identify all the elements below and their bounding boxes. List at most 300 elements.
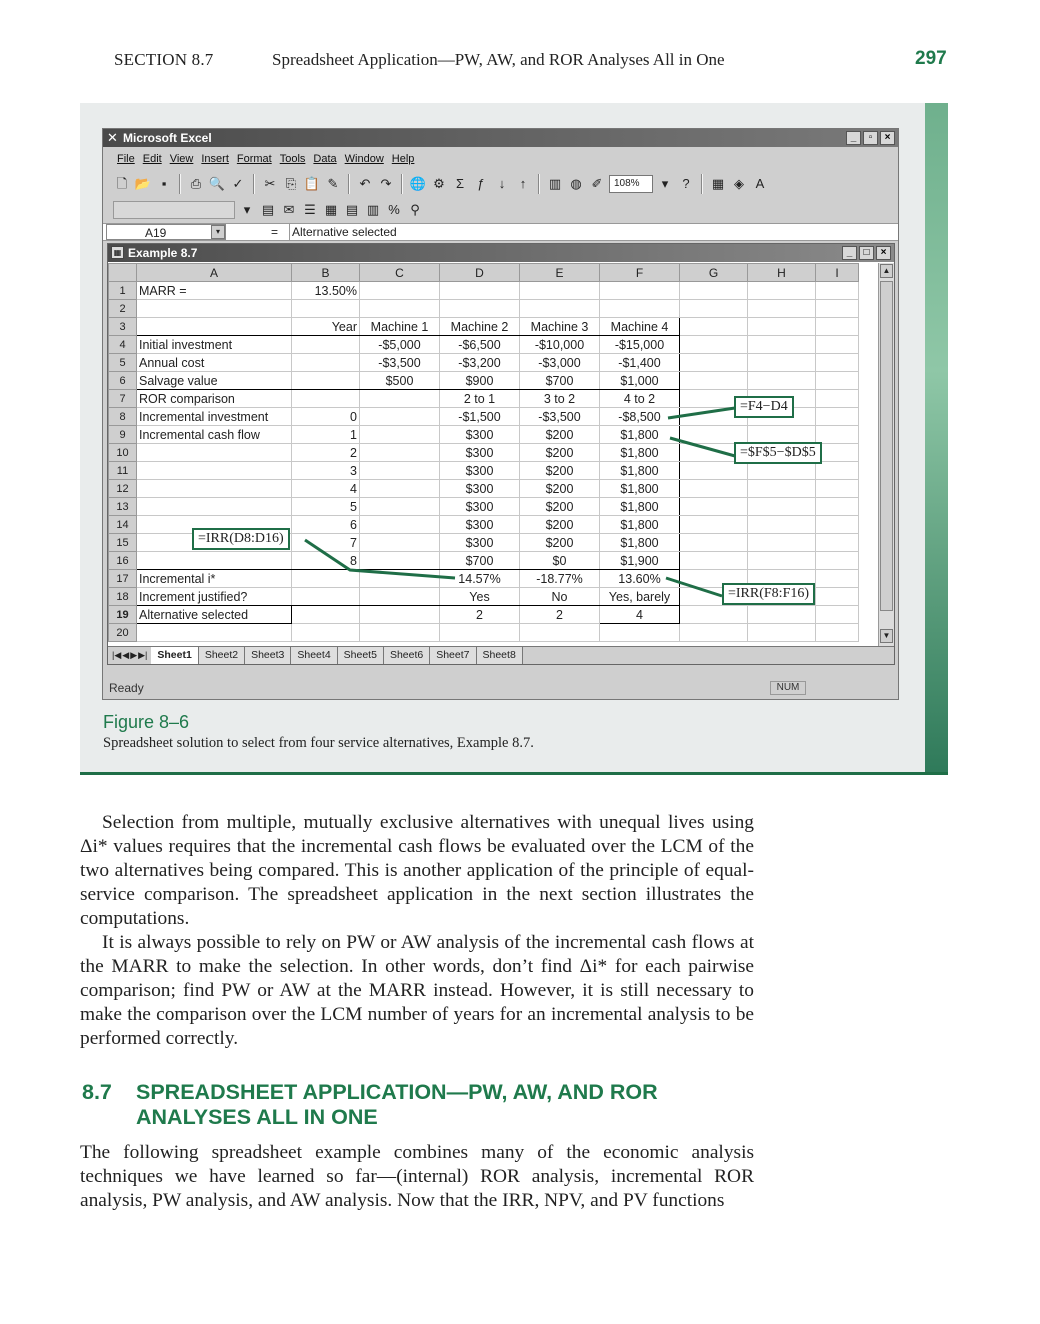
cell-b[interactable]: 1 bbox=[292, 426, 360, 444]
empty-cell[interactable] bbox=[748, 480, 816, 498]
map-icon[interactable]: ◍ bbox=[570, 176, 582, 191]
cell-f[interactable]: Machine 4 bbox=[600, 318, 680, 336]
row-header[interactable]: 18 bbox=[109, 588, 137, 606]
cell-f[interactable] bbox=[600, 300, 680, 318]
tab-sheet5[interactable]: Sheet5 bbox=[338, 647, 384, 664]
cell-c[interactable]: -$3,500 bbox=[360, 354, 440, 372]
cell-e[interactable] bbox=[520, 624, 600, 642]
cell-d[interactable]: $300 bbox=[440, 516, 520, 534]
cell-b[interactable] bbox=[292, 588, 360, 606]
zoom-select[interactable]: 108% bbox=[609, 175, 653, 193]
cell-b[interactable]: 13.50% bbox=[292, 282, 360, 300]
column-header[interactable]: B bbox=[292, 264, 360, 282]
cell-c[interactable]: -$5,000 bbox=[360, 336, 440, 354]
row-header[interactable]: 17 bbox=[109, 570, 137, 588]
cell-d[interactable]: 2 to 1 bbox=[440, 390, 520, 408]
cell-d[interactable]: 2 bbox=[440, 606, 520, 624]
body-paragraph-2 bbox=[80, 931, 754, 1051]
cell-c[interactable] bbox=[360, 390, 440, 408]
running-title: Spreadsheet Application—PW, AW, and ROR Analyses All in One bbox=[272, 50, 725, 69]
toolbar-separator bbox=[253, 174, 255, 194]
cell-c[interactable] bbox=[360, 552, 440, 570]
menu-insert[interactable]: Insert bbox=[201, 153, 229, 165]
cell-c[interactable] bbox=[360, 588, 440, 606]
row-header[interactable]: 11 bbox=[109, 462, 137, 480]
cell-f[interactable]: $1,900 bbox=[600, 552, 680, 570]
format-painter-icon[interactable]: ✎ bbox=[327, 176, 339, 191]
row-header[interactable]: 15 bbox=[109, 534, 137, 552]
cell-e[interactable]: $700 bbox=[520, 372, 600, 390]
cell-f[interactable]: -$15,000 bbox=[600, 336, 680, 354]
tab-sheet1[interactable]: Sheet1 bbox=[151, 647, 198, 664]
cell-e[interactable]: $200 bbox=[520, 462, 600, 480]
cell-e[interactable]: $200 bbox=[520, 426, 600, 444]
first-sheet-icon[interactable]: |◀ bbox=[112, 650, 122, 660]
cell-e[interactable]: -$3,500 bbox=[520, 408, 600, 426]
open-folder-icon[interactable]: 📂 bbox=[134, 176, 152, 191]
empty-cell[interactable] bbox=[680, 480, 748, 498]
row-header[interactable]: 19 bbox=[109, 606, 137, 624]
formatting-toolbar bbox=[107, 199, 894, 221]
cell-d[interactable] bbox=[440, 282, 520, 300]
cell-f[interactable]: 4 to 2 bbox=[600, 390, 680, 408]
cell-b[interactable] bbox=[292, 336, 360, 354]
empty-cell[interactable] bbox=[816, 318, 859, 336]
cell-a[interactable]: Incremental i* bbox=[137, 570, 292, 588]
status-text: Ready bbox=[109, 681, 144, 695]
cell-b[interactable] bbox=[292, 300, 360, 318]
cell-f[interactable] bbox=[600, 624, 680, 642]
next-sheet-icon[interactable]: ▶ bbox=[130, 650, 138, 660]
cell-f[interactable]: -$8,500 bbox=[600, 408, 680, 426]
table-row bbox=[109, 480, 859, 498]
font-color-icon[interactable]: A bbox=[755, 176, 765, 191]
cell-f[interactable]: 4 bbox=[600, 606, 680, 624]
table-row bbox=[109, 300, 859, 318]
empty-cell[interactable] bbox=[680, 516, 748, 534]
menu-view[interactable]: View bbox=[169, 153, 194, 165]
callout-irr-f: =IRR(F8:F16) bbox=[722, 583, 815, 605]
cell-d[interactable]: $900 bbox=[440, 372, 520, 390]
minimize-icon[interactable]: _ bbox=[842, 246, 857, 260]
cell-c[interactable] bbox=[360, 444, 440, 462]
cell-b[interactable]: 8 bbox=[292, 552, 360, 570]
close-icon[interactable]: × bbox=[880, 131, 895, 145]
menu-file[interactable]: File bbox=[117, 153, 135, 165]
empty-cell[interactable] bbox=[680, 300, 748, 318]
scroll-up-icon[interactable]: ▲ bbox=[880, 264, 893, 278]
fill-color-icon[interactable]: ◈ bbox=[734, 176, 744, 191]
cell-a[interactable]: Increment justified? bbox=[137, 588, 292, 606]
cut-icon[interactable]: ✂ bbox=[264, 176, 276, 191]
row-header[interactable]: 1 bbox=[109, 282, 137, 300]
toolbar-separator bbox=[401, 174, 403, 194]
cell-c[interactable] bbox=[360, 624, 440, 642]
empty-cell[interactable] bbox=[748, 534, 816, 552]
empty-cell[interactable] bbox=[816, 426, 859, 444]
column-header[interactable]: A bbox=[137, 264, 292, 282]
sort-descending-icon[interactable]: ↑ bbox=[519, 176, 527, 191]
cell-a[interactable] bbox=[137, 300, 292, 318]
hyperlink-icon[interactable]: 🌐 bbox=[409, 176, 427, 191]
empty-cell[interactable] bbox=[680, 318, 748, 336]
cell-e[interactable]: Machine 3 bbox=[520, 318, 600, 336]
empty-cell[interactable] bbox=[680, 498, 748, 516]
cell-b[interactable] bbox=[292, 372, 360, 390]
row-header[interactable]: 14 bbox=[109, 516, 137, 534]
cell-e[interactable]: $200 bbox=[520, 480, 600, 498]
cell-d[interactable]: $300 bbox=[440, 426, 520, 444]
formula-bar bbox=[103, 223, 898, 241]
cell-a[interactable]: Incremental cash flow bbox=[137, 426, 292, 444]
row-header[interactable]: 4 bbox=[109, 336, 137, 354]
empty-cell[interactable] bbox=[748, 372, 816, 390]
cell-b[interactable] bbox=[292, 354, 360, 372]
cell-d[interactable]: $300 bbox=[440, 498, 520, 516]
scroll-down-icon[interactable]: ▼ bbox=[880, 629, 893, 643]
cell-b[interactable]: Year bbox=[292, 318, 360, 336]
cell-d[interactable]: $300 bbox=[440, 480, 520, 498]
empty-cell[interactable] bbox=[816, 444, 859, 462]
row-header[interactable]: 9 bbox=[109, 426, 137, 444]
empty-cell[interactable] bbox=[748, 516, 816, 534]
cell-e[interactable] bbox=[520, 282, 600, 300]
cell-d[interactable]: -$3,200 bbox=[440, 354, 520, 372]
toolbar-separator bbox=[701, 174, 703, 194]
link-icon[interactable]: ⚲ bbox=[410, 202, 420, 217]
cell-d[interactable]: $300 bbox=[440, 462, 520, 480]
print-icon[interactable]: ⎙ bbox=[190, 176, 202, 191]
cell-a[interactable] bbox=[137, 318, 292, 336]
empty-cell[interactable] bbox=[680, 552, 748, 570]
empty-cell[interactable] bbox=[748, 318, 816, 336]
empty-cell[interactable] bbox=[816, 480, 859, 498]
scroll-thumb[interactable] bbox=[880, 281, 893, 611]
row-header[interactable]: 5 bbox=[109, 354, 137, 372]
drawing-icon[interactable]: ✐ bbox=[591, 176, 603, 191]
cell-d[interactable]: Yes bbox=[440, 588, 520, 606]
sort-ascending-icon[interactable]: ↓ bbox=[498, 176, 506, 191]
empty-cell[interactable] bbox=[816, 462, 859, 480]
cell-f[interactable]: $1,000 bbox=[600, 372, 680, 390]
empty-cell[interactable] bbox=[816, 534, 859, 552]
empty-cell[interactable] bbox=[816, 390, 859, 408]
column-header[interactable]: E bbox=[520, 264, 600, 282]
tab-sheet6[interactable]: Sheet6 bbox=[384, 647, 430, 664]
name-box-dropdown-icon[interactable]: ▾ bbox=[211, 225, 225, 239]
cell-a[interactable] bbox=[137, 624, 292, 642]
menu-tools[interactable]: Tools bbox=[279, 153, 306, 165]
cell-c[interactable] bbox=[360, 606, 440, 624]
row-header[interactable]: 12 bbox=[109, 480, 137, 498]
paste-icon[interactable]: 📋 bbox=[303, 176, 321, 191]
num-lock-indicator: NUM bbox=[770, 681, 806, 695]
font-dropdown-icon[interactable]: ▾ bbox=[243, 202, 251, 217]
cell-e[interactable]: $200 bbox=[520, 534, 600, 552]
app-titlebar bbox=[103, 129, 898, 147]
window-controls bbox=[846, 131, 895, 145]
percent-icon[interactable]: % bbox=[388, 202, 400, 217]
column-header[interactable]: C bbox=[360, 264, 440, 282]
cell-e[interactable]: $200 bbox=[520, 516, 600, 534]
column-header[interactable]: F bbox=[600, 264, 680, 282]
web-toolbar-icon[interactable]: ⚙ bbox=[433, 176, 445, 191]
formula-input[interactable]: Alternative selected bbox=[289, 224, 397, 240]
mail-icon[interactable]: ✉ bbox=[283, 202, 295, 217]
empty-cell[interactable] bbox=[680, 354, 748, 372]
cell-b[interactable] bbox=[292, 606, 360, 624]
column-header[interactable]: H bbox=[748, 264, 816, 282]
empty-cell[interactable] bbox=[816, 372, 859, 390]
cell-d[interactable]: $700 bbox=[440, 552, 520, 570]
cell-c[interactable]: Machine 1 bbox=[360, 318, 440, 336]
tab-sheet7[interactable]: Sheet7 bbox=[430, 647, 476, 664]
new-file-icon[interactable]: 🗋 bbox=[116, 176, 128, 191]
last-sheet-icon[interactable]: ▶| bbox=[138, 650, 148, 660]
column-header-row bbox=[109, 264, 859, 282]
toolbar-separator bbox=[179, 174, 181, 194]
empty-cell[interactable] bbox=[816, 498, 859, 516]
chart-wizard-icon[interactable]: ▥ bbox=[548, 176, 562, 191]
row-header[interactable]: 10 bbox=[109, 444, 137, 462]
cell-b[interactable] bbox=[292, 570, 360, 588]
empty-cell[interactable] bbox=[680, 534, 748, 552]
spelling-icon[interactable]: ✓ bbox=[232, 176, 244, 191]
font-name-select[interactable] bbox=[113, 201, 235, 219]
empty-cell[interactable] bbox=[816, 588, 859, 606]
body-paragraph-1 bbox=[80, 811, 754, 931]
cell-a[interactable] bbox=[137, 462, 292, 480]
row-header[interactable]: 20 bbox=[109, 624, 137, 642]
callout-f4-d4: =F4−D4 bbox=[734, 396, 794, 418]
callout-sf5-sd5: =$F$5−$D$5 bbox=[734, 442, 822, 464]
close-icon[interactable]: × bbox=[876, 246, 891, 260]
undo-icon[interactable]: ↶ bbox=[359, 176, 371, 191]
cell-f[interactable]: $1,800 bbox=[600, 444, 680, 462]
print-preview-icon[interactable]: 🔍 bbox=[208, 176, 226, 191]
cell-b[interactable]: 4 bbox=[292, 480, 360, 498]
empty-cell[interactable] bbox=[748, 624, 816, 642]
menu-help[interactable]: Help bbox=[391, 153, 415, 165]
cell-c[interactable] bbox=[360, 498, 440, 516]
cell-a[interactable]: Annual cost bbox=[137, 354, 292, 372]
form-icon[interactable]: ▤ bbox=[261, 202, 275, 217]
toolbar-separator bbox=[348, 174, 350, 194]
minimize-icon[interactable]: _ bbox=[846, 131, 861, 145]
toolbar-separator bbox=[538, 174, 540, 194]
cell-c[interactable] bbox=[360, 534, 440, 552]
cell-d[interactable]: $300 bbox=[440, 444, 520, 462]
table-row bbox=[109, 336, 859, 354]
empty-cell[interactable] bbox=[816, 336, 859, 354]
cell-a[interactable]: Initial investment bbox=[137, 336, 292, 354]
empty-cell[interactable] bbox=[816, 282, 859, 300]
status-bar bbox=[103, 678, 898, 698]
vertical-scrollbar[interactable] bbox=[878, 263, 894, 646]
cell-d[interactable]: Machine 2 bbox=[440, 318, 520, 336]
menu-edit[interactable]: Edit bbox=[142, 153, 162, 165]
borders-icon[interactable]: ▦ bbox=[711, 176, 725, 191]
cell-b[interactable] bbox=[292, 390, 360, 408]
cell-e[interactable]: $200 bbox=[520, 444, 600, 462]
cell-c[interactable] bbox=[360, 282, 440, 300]
cell-b[interactable]: 0 bbox=[292, 408, 360, 426]
cell-a[interactable] bbox=[137, 552, 292, 570]
cell-a[interactable]: ROR comparison bbox=[137, 390, 292, 408]
cell-c[interactable] bbox=[360, 426, 440, 444]
redo-icon[interactable]: ↷ bbox=[380, 176, 392, 191]
cell-d[interactable] bbox=[440, 300, 520, 318]
empty-cell[interactable] bbox=[748, 462, 816, 480]
cell-c[interactable] bbox=[360, 408, 440, 426]
cell-f[interactable]: $1,800 bbox=[600, 498, 680, 516]
cell-e[interactable]: -$10,000 bbox=[520, 336, 600, 354]
cell-f[interactable]: Yes, barely bbox=[600, 588, 680, 606]
prev-sheet-icon[interactable]: ◀ bbox=[122, 650, 130, 660]
paragraph-text: Selection from multiple, mutually exclusive alternatives with unequal lives using Δi* values requires that the incremental cash flows be evaluated over the LCM of the two alternatives being compared. This is another application of the principle of equal-service comparison. The spreadsheet application in the next section illustrates the computations. bbox=[80, 812, 754, 929]
menu-bar bbox=[103, 149, 898, 169]
cell-b[interactable] bbox=[292, 624, 360, 642]
column-header[interactable]: I bbox=[816, 264, 859, 282]
function-icon[interactable]: ƒ bbox=[477, 176, 485, 191]
cell-d[interactable]: $300 bbox=[440, 534, 520, 552]
cell-f[interactable]: $1,800 bbox=[600, 426, 680, 444]
cell-b[interactable]: 2 bbox=[292, 444, 360, 462]
empty-cell[interactable] bbox=[816, 300, 859, 318]
menu-window[interactable]: Window bbox=[344, 153, 384, 165]
row-header[interactable]: 6 bbox=[109, 372, 137, 390]
workbook-title: Example 8.7 bbox=[128, 246, 198, 260]
menu-data[interactable]: Data bbox=[313, 153, 337, 165]
autosum-icon[interactable]: Σ bbox=[455, 176, 465, 191]
tab-sheet3[interactable]: Sheet3 bbox=[245, 647, 291, 664]
cell-e[interactable]: -$3,000 bbox=[520, 354, 600, 372]
cell-c[interactable] bbox=[360, 462, 440, 480]
cell-c[interactable]: $500 bbox=[360, 372, 440, 390]
office-assistant-icon[interactable]: ? bbox=[682, 176, 690, 191]
cell-f[interactable]: -$1,400 bbox=[600, 354, 680, 372]
cell-f[interactable]: 13.60% bbox=[600, 570, 680, 588]
cell-d[interactable]: -$6,500 bbox=[440, 336, 520, 354]
cell-e[interactable]: 3 to 2 bbox=[520, 390, 600, 408]
cell-a[interactable]: Salvage value bbox=[137, 372, 292, 390]
cell-c[interactable] bbox=[360, 480, 440, 498]
cell-a[interactable]: Alternative selected bbox=[137, 606, 292, 624]
workbook-controls bbox=[842, 246, 891, 260]
select-all-corner[interactable] bbox=[109, 264, 137, 282]
empty-cell[interactable] bbox=[680, 336, 748, 354]
row-header[interactable]: 3 bbox=[109, 318, 137, 336]
cell-d[interactable]: -$1,500 bbox=[440, 408, 520, 426]
list-icon[interactable]: ☰ bbox=[304, 202, 316, 217]
empty-cell[interactable] bbox=[816, 606, 859, 624]
empty-cell[interactable] bbox=[748, 282, 816, 300]
empty-cell[interactable] bbox=[748, 336, 816, 354]
empty-cell[interactable] bbox=[680, 624, 748, 642]
empty-cell[interactable] bbox=[680, 462, 748, 480]
row-header[interactable]: 7 bbox=[109, 390, 137, 408]
row-header[interactable]: 16 bbox=[109, 552, 137, 570]
column-header[interactable]: D bbox=[440, 264, 520, 282]
zoom-dropdown-icon[interactable]: ▾ bbox=[661, 176, 669, 191]
cell-e[interactable]: $200 bbox=[520, 498, 600, 516]
grid-icon[interactable]: ▤ bbox=[345, 202, 359, 217]
cell-b[interactable]: 5 bbox=[292, 498, 360, 516]
cell-a[interactable] bbox=[137, 498, 292, 516]
tab-sheet8[interactable]: Sheet8 bbox=[477, 647, 523, 664]
cell-a[interactable]: MARR = bbox=[137, 282, 292, 300]
restore-icon[interactable]: ▫ bbox=[863, 131, 878, 145]
empty-cell[interactable] bbox=[680, 372, 748, 390]
empty-cell[interactable] bbox=[748, 498, 816, 516]
empty-cell[interactable] bbox=[816, 552, 859, 570]
tab-sheet4[interactable]: Sheet4 bbox=[291, 647, 337, 664]
empty-cell[interactable] bbox=[748, 606, 816, 624]
cell-c[interactable] bbox=[360, 300, 440, 318]
empty-cell[interactable] bbox=[816, 570, 859, 588]
cell-b[interactable]: 7 bbox=[292, 534, 360, 552]
section-title: SPREADSHEET APPLICATION—PW, AW, AND ROR ANALYSES ALL IN ONE bbox=[136, 1080, 658, 1129]
cell-a[interactable] bbox=[137, 444, 292, 462]
cell-e[interactable]: -18.77% bbox=[520, 570, 600, 588]
cell-f[interactable] bbox=[600, 282, 680, 300]
cell-b[interactable]: 6 bbox=[292, 516, 360, 534]
empty-cell[interactable] bbox=[816, 624, 859, 642]
column-header[interactable]: G bbox=[680, 264, 748, 282]
cell-b[interactable]: 3 bbox=[292, 462, 360, 480]
cell-f[interactable]: $1,800 bbox=[600, 516, 680, 534]
table-icon[interactable]: ▦ bbox=[324, 202, 338, 217]
cell-f[interactable]: $1,800 bbox=[600, 480, 680, 498]
cell-d[interactable]: 14.57% bbox=[440, 570, 520, 588]
empty-cell[interactable] bbox=[748, 354, 816, 372]
empty-cell[interactable] bbox=[816, 354, 859, 372]
workbook-icon: ▦ bbox=[111, 246, 124, 259]
menu-format[interactable]: Format bbox=[236, 153, 272, 165]
empty-cell[interactable] bbox=[816, 408, 859, 426]
cell-e[interactable] bbox=[520, 300, 600, 318]
name-box[interactable]: A19 bbox=[106, 224, 226, 240]
cell-e[interactable]: $0 bbox=[520, 552, 600, 570]
empty-cell[interactable] bbox=[748, 552, 816, 570]
cell-c[interactable] bbox=[360, 570, 440, 588]
empty-cell[interactable] bbox=[748, 300, 816, 318]
cell-a[interactable] bbox=[137, 480, 292, 498]
cell-c[interactable] bbox=[360, 516, 440, 534]
empty-cell[interactable] bbox=[680, 282, 748, 300]
row-header[interactable]: 2 bbox=[109, 300, 137, 318]
empty-cell[interactable] bbox=[816, 516, 859, 534]
cell-a[interactable]: Incremental investment bbox=[137, 408, 292, 426]
grid2-icon[interactable]: ▥ bbox=[366, 202, 380, 217]
row-header[interactable]: 13 bbox=[109, 498, 137, 516]
table-row bbox=[109, 624, 859, 642]
save-icon[interactable]: ▪ bbox=[161, 176, 167, 191]
cell-e[interactable]: No bbox=[520, 588, 600, 606]
copy-icon[interactable]: ⎘ bbox=[285, 176, 297, 191]
maximize-icon[interactable]: □ bbox=[859, 246, 874, 260]
tab-sheet2[interactable]: Sheet2 bbox=[199, 647, 245, 664]
cell-e[interactable]: 2 bbox=[520, 606, 600, 624]
cell-f[interactable]: $1,800 bbox=[600, 462, 680, 480]
empty-cell[interactable] bbox=[680, 426, 748, 444]
row-header[interactable]: 8 bbox=[109, 408, 137, 426]
table-row bbox=[109, 372, 859, 390]
cell-f[interactable]: $1,800 bbox=[600, 534, 680, 552]
empty-cell[interactable] bbox=[748, 426, 816, 444]
cell-d[interactable] bbox=[440, 624, 520, 642]
empty-cell[interactable] bbox=[680, 606, 748, 624]
